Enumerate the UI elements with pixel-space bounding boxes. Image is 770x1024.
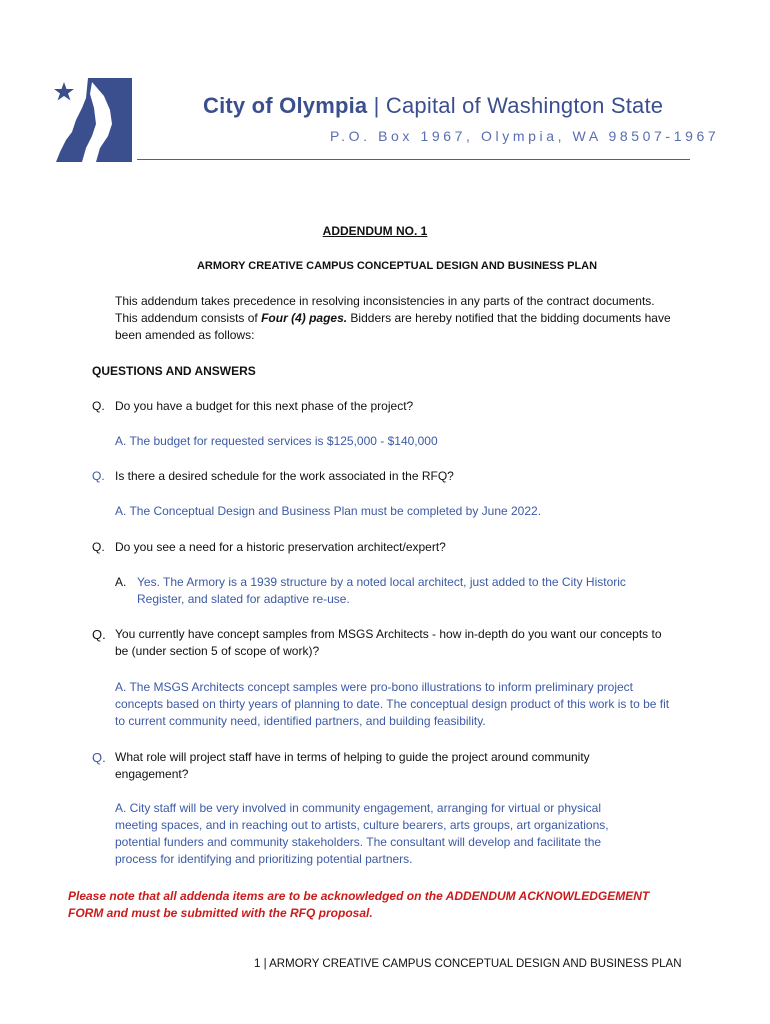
page-footer: 1 | ARMORY CREATIVE CAMPUS CONCEPTUAL DESIGN AND BUSINESS PLAN	[254, 958, 682, 970]
question-label: Q.	[92, 750, 106, 765]
question-2: Is there a desired schedule for the work associated in the RFQ?	[115, 469, 454, 483]
answer-5: A. City staff will be very involved in community engagement, arranging for virtual or physical meeting spaces, and in reaching out to artists, culture bearers, arts groups, art organizations, potential funders and community stakeholders. The consultant will develop and facilitate the process for identifying and prioritizing potential partners.	[115, 801, 609, 866]
question-label: Q.	[92, 627, 106, 642]
addendum-title: ADDENDUM NO. 1	[322, 224, 428, 238]
question-1: Do you have a budget for this next phase of the project?	[115, 399, 414, 413]
city-title	[203, 93, 663, 119]
answer-4: A. The MSGS Architects concept samples were pro-bono illustrations to inform preliminary project concepts based on thirty years of planning to date. The conceptual design product of this work is to be fit to current community need, identified partners, and building feasibility.	[115, 680, 670, 728]
answer-1: A. The budget for requested services is $125,000 - $140,000	[115, 434, 438, 448]
question-4: You currently have concept samples from MSGS Architects - how in-depth do you want our concepts to be (under section 5 of scope of work)?	[115, 627, 662, 658]
question-label: Q.	[92, 469, 105, 483]
city-logo-icon	[52, 78, 136, 162]
answer-2: A. The Conceptual Design and Business Plan must be completed by June 2022.	[115, 504, 542, 518]
question-label: Q.	[92, 399, 105, 413]
title-separator: |	[367, 93, 386, 118]
question-3: Do you see a need for a historic preservation architect/expert?	[115, 540, 446, 554]
answer-label: A.	[115, 575, 127, 589]
project-title: ARMORY CREATIVE CAMPUS CONCEPTUAL DESIGN AND BUSINESS PLAN	[196, 260, 598, 272]
city-subtitle: Capital of Washington State	[385, 93, 664, 118]
section-heading: QUESTIONS AND ANSWERS	[92, 364, 256, 378]
city-address: P.O. Box 1967, Olympia, WA 98507-1967	[330, 128, 720, 144]
city-name: City of Olympia	[203, 93, 368, 118]
question-label: Q.	[92, 540, 105, 554]
answer-3: Yes. The Armory is a 1939 structure by a noted local architect, just added to the City Historic Register, and slated for adaptive re-use.	[137, 575, 626, 606]
intro-paragraph: This addendum takes precedence in resolving inconsistencies in any parts of the contract documents. This addendum consists of Four (4) pages. Bidders are hereby notified that the bidding documents have been amended as follows:	[115, 294, 671, 342]
question-5: What role will project staff have in terms of helping to guide the project around community engagement?	[115, 750, 590, 781]
acknowledgement-note: Please note that all addenda items are to be acknowledged on the ADDENDUM ACKNOWLEDGEMENT FORM and must be submitted with the RFQ proposal.	[68, 889, 650, 920]
header-divider	[137, 159, 690, 160]
page-count-emphasis: Four (4) pages.	[261, 311, 348, 325]
